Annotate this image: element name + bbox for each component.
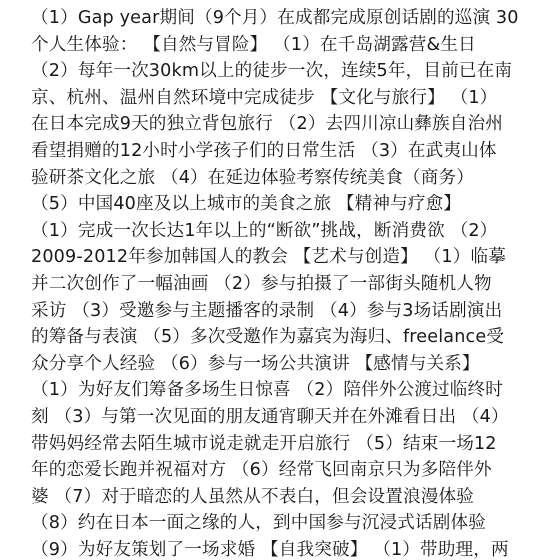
text-line: （5）中国40座及以上城市的美食之旅 【精神与疗愈】 [31,194,462,215]
text-line: 众分享个人经验 （6）参与一场公共演讲 【感情与关系】 [31,353,480,374]
text-line: 在日本完成9天的独立背包旅行 （2）去四川凉山彝族自治州 [31,114,504,135]
text-line: （9）为好友策划了一场求婚 【自我突破】 （1）带助理，两 [31,539,509,560]
text-line: 刻 （3）与第一次见面的朋友通宵聊天并在外滩看日出 （4） [31,406,509,427]
text-line: 采访 （3）受邀参与主题播客的录制 （4）参与3场话剧演出 [31,300,503,321]
text-line: （1）Gap year期间（9个月）在成都完成原创话剧的巡演 30 [31,8,519,28]
text-line: （8）约在日本一面之缘的人，到中国参与沉浸式话剧体验 [31,513,486,534]
text-line: 2009-2012年参加韩国人的教会 【艺术与创造】 （1）临摹 [31,247,506,268]
text-line: 年的恋爱长跑并祝福对方 （6）经常飞回南京只为多陪伴外 [31,460,492,481]
text-line: 个人生体验： 【自然与冒险】 （1）在千岛湖露营&生日 [31,34,476,55]
text-line: 看望捐赠的12小时小学孩子们的日常生活 （3）在武夷山体 [31,140,497,161]
text-line: 的筹备与表演 （5）多次受邀作为嘉宾为海归、freelance受 [31,327,505,348]
text-line: 婆 （7）对于暗恋的人虽然从不表白，但会设置浪漫体验 [31,486,474,507]
text-line: （1）为好友们筹备多场生日惊喜 （2）陪伴外公渡过临终时 [31,380,504,401]
text-line: 并二次创作了一幅油画 （2）参与拍摄了一部街头随机人物 [31,273,492,294]
life-experience-text [31,5,531,560]
text-line: 验研茶文化之旅 （4）在延边体验考察传统美食（商务） [31,167,474,188]
text-line: 带妈妈经常去陌生城市说走就走开启旅行 （5）结束一场12 [31,433,497,454]
text-line: 京、杭州、温州自然环境中完成徒步 【文化与旅行】 （1） [31,87,498,108]
text-line: （2）每年一次30km以上的徒步一次，连续5年，目前已在南 [31,61,513,82]
text-line: （1）完成一次长达1年以上的“断欲”挑战，断消费欲 （2） [31,220,498,241]
